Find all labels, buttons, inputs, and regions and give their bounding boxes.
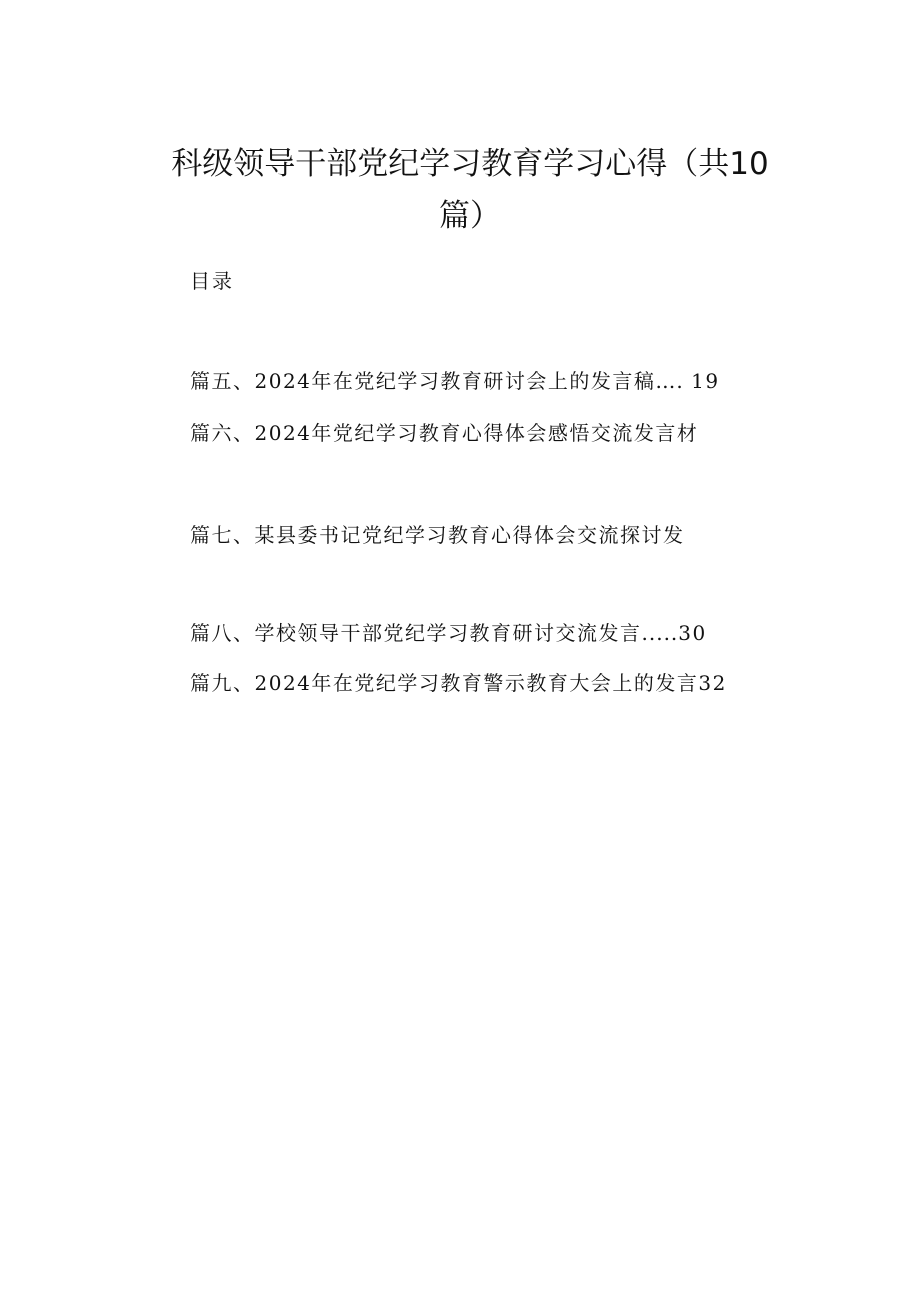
toc-entry-label: 篇九、2024年在党纪学习教育警示教育大会上的发言: [190, 671, 699, 695]
toc-entry-dots: .....: [641, 621, 679, 645]
toc-entry[interactable]: [190, 418, 698, 448]
toc-heading: 目录: [190, 269, 234, 293]
toc-entry[interactable]: [190, 366, 720, 396]
toc-entry[interactable]: [190, 520, 685, 550]
toc-entry-page: 32: [698, 671, 727, 695]
toc-entry-label: 篇六、2024年党纪学习教育心得体会感悟交流发言材: [190, 421, 699, 445]
toc-entry-label: 篇八、学校领导干部党纪学习教育研讨交流发言: [190, 621, 642, 645]
toc-entry-label: 篇七、某县委书记党纪学习教育心得体会交流探讨发: [190, 523, 685, 547]
toc-entry-page: 30: [678, 621, 707, 645]
toc-entry-label: 篇五、2024年在党纪学习教育研讨会上的发言稿: [190, 369, 656, 393]
toc-entry[interactable]: [190, 668, 727, 698]
toc-entry-page: 19: [691, 369, 720, 393]
document-title: 科级领导干部党纪学习教育学习心得（共10篇）: [171, 146, 769, 234]
toc-entry-dots: ….: [655, 369, 692, 393]
toc-entry[interactable]: [190, 618, 707, 648]
